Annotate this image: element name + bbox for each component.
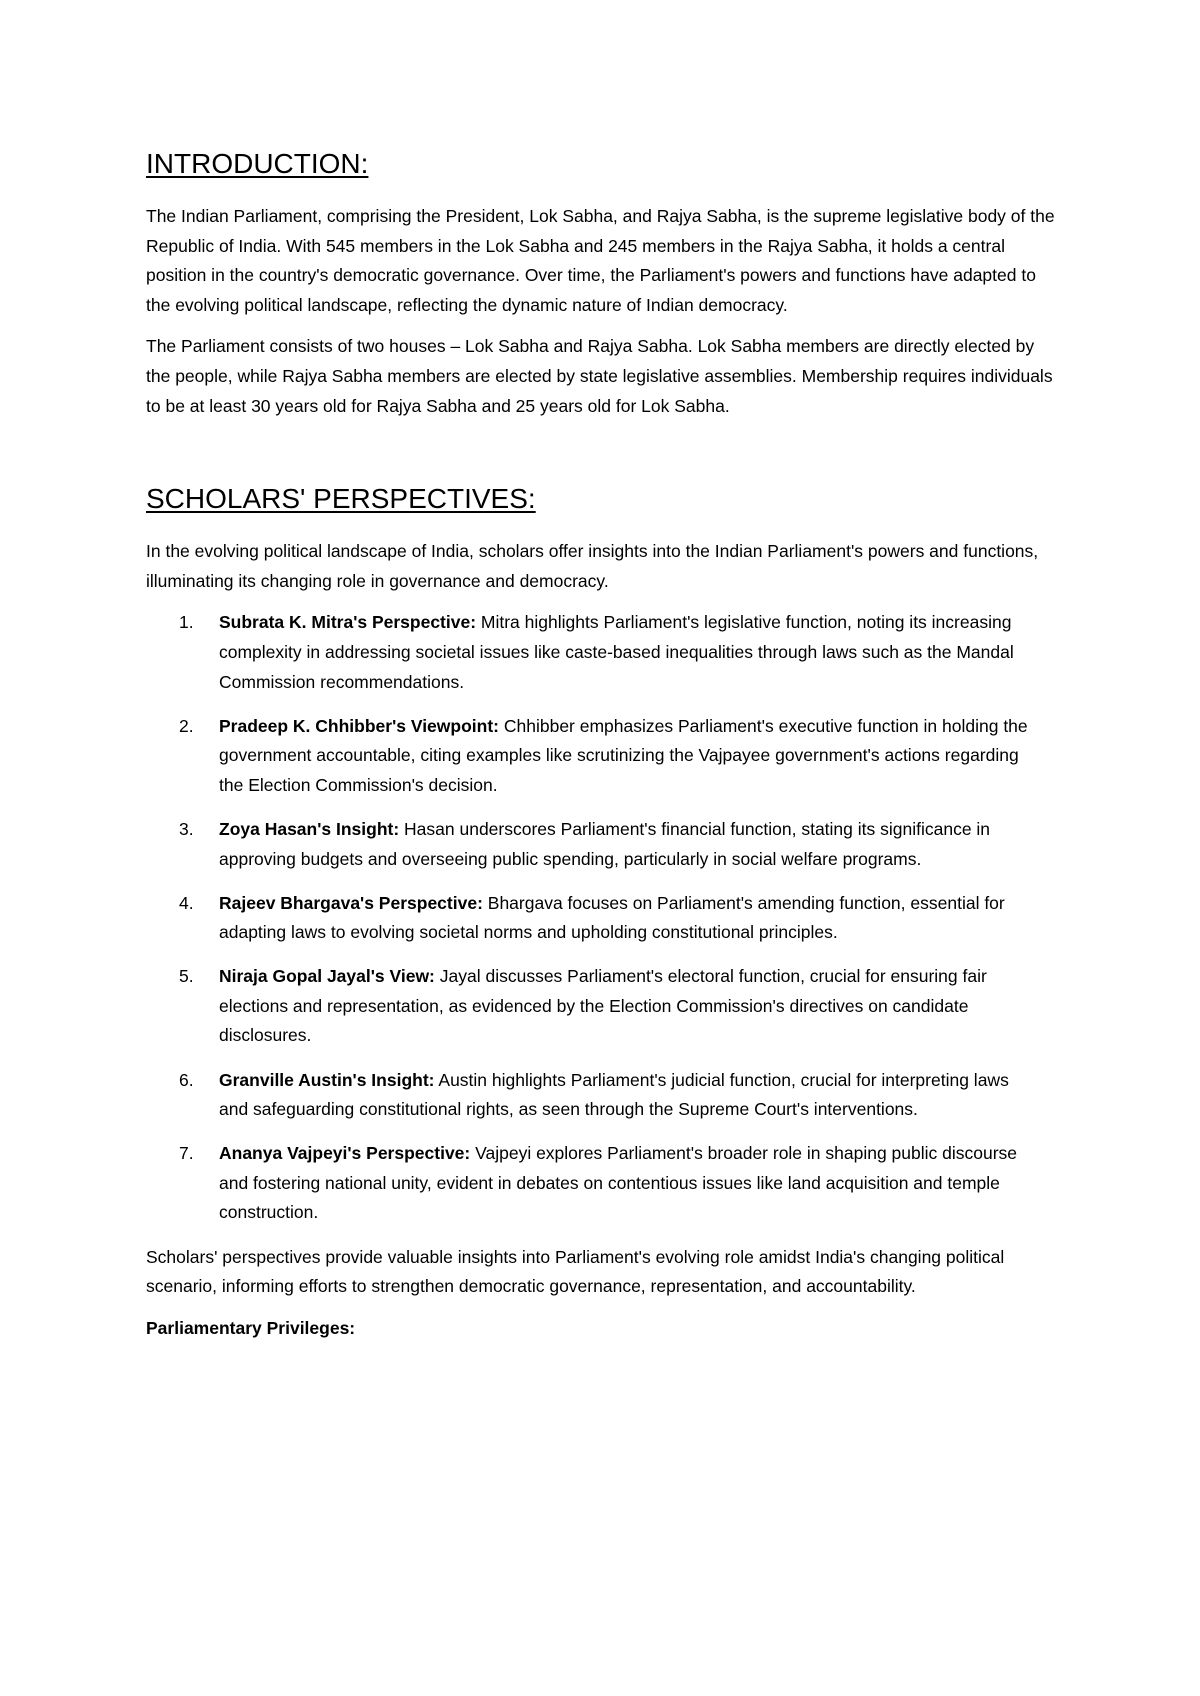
scholar-description: Vajpeyi explores Parliament's broader role in shaping public discourse and fostering national unity, evident in debates on contentious issues like land acquisition and temple construction. [219, 1143, 1018, 1223]
introduction-heading: INTRODUCTION: [146, 148, 369, 179]
scholars-heading: SCHOLARS' PERSPECTIVES: [146, 483, 536, 515]
list-item-number: 3. [179, 818, 194, 839]
section-spacer [146, 433, 1066, 481]
privileges-subheading: Parliamentary Privileges: [146, 1317, 356, 1338]
list-item-number: 5. [179, 966, 194, 987]
list-item [146, 962, 1039, 1051]
scholar-description: Jayal discusses Parliament's electoral function, crucial for ensuring fair elections and representation, as evidenced by the Election Commission's directives on candidate disclosures. [219, 966, 987, 1046]
scholar-description: Mitra highlights Parliament's legislative function, noting its increasing complexity in addressing societal issues like caste-based inequalities through laws such as the Mandal Commission recommendations. [219, 612, 1014, 692]
introduction-paragraph-2: The Parliament consists of two houses – Lok Sabha and Rajya Sabha. Lok Sabha members are directly elected by the people, while Rajya Sabha members are elected by state legislative assemblies. Membership requires individuals to be at least 30 years old for Rajya Sabha and 25 years old for Lok Sabha. [146, 336, 1053, 416]
scholars-conclusion-paragraph: Scholars' perspectives provide valuable insights into Parliament's evolving role amidst India's changing political scenario, informing efforts to strengthen democratic governance, representation, and accountability. [146, 1246, 1005, 1297]
introduction-paragraph-1: The Indian Parliament, comprising the President, Lok Sabha, and Rajya Sabha, is the supreme legislative body of the Republic of India. With 545 members in the Lok Sabha and 245 members in the Rajya Sabha, it holds a central position in the country's democratic governance. Over time, the Parliament's powers and functions have adapted to the evolving political landscape, reflecting the dynamic nature of Indian democracy. [146, 206, 1055, 315]
list-item [146, 815, 1039, 874]
scholars-intro-paragraph: In the evolving political landscape of India, scholars offer insights into the Indian Parliament's powers and functions, illuminating its changing role in governance and democracy. [146, 541, 1039, 591]
scholar-name: Granville Austin's Insight: [219, 1069, 435, 1090]
scholar-description: Bhargava focuses on Parliament's amending function, essential for adapting laws to evolving societal norms and upholding constitutional principles. [219, 892, 1005, 943]
scholar-description: Hasan underscores Parliament's financial function, stating its significance in approving budgets and overseeing public spending, particularly in social welfare programs. [219, 818, 991, 869]
list-item [146, 712, 1039, 801]
list-item-number: 2. [179, 715, 194, 736]
list-item-number: 4. [179, 892, 194, 913]
scholar-name: Zoya Hasan's Insight: [219, 818, 400, 839]
list-item [146, 1139, 1039, 1228]
scholar-name: Ananya Vajpeyi's Perspective: [219, 1143, 471, 1164]
perspectives-list [146, 608, 1066, 1228]
scholar-description: Chhibber emphasizes Parliament's executive function in holding the government accountable, citing examples like scrutinizing the Vajpayee government's actions regarding the Election Commission's decision. [219, 715, 1028, 795]
list-item [146, 889, 1039, 948]
list-item [146, 1066, 1039, 1125]
scholar-name: Rajeev Bhargava's Perspective: [219, 892, 483, 913]
scholar-name: Niraja Gopal Jayal's View: [219, 966, 435, 987]
list-item [146, 608, 1039, 697]
document-page [146, 146, 1066, 1343]
scholar-name: Pradeep K. Chhibber's Viewpoint: [219, 715, 499, 736]
scholar-name: Subrata K. Mitra's Perspective: [219, 612, 477, 633]
list-item-number: 1. [179, 612, 194, 633]
list-item-number: 7. [179, 1143, 194, 1164]
scholar-description: Austin highlights Parliament's judicial function, crucial for interpreting laws and safeguarding constitutional rights, as seen through the Supreme Court's interventions. [219, 1069, 1009, 1120]
list-item-number: 6. [179, 1069, 194, 1090]
